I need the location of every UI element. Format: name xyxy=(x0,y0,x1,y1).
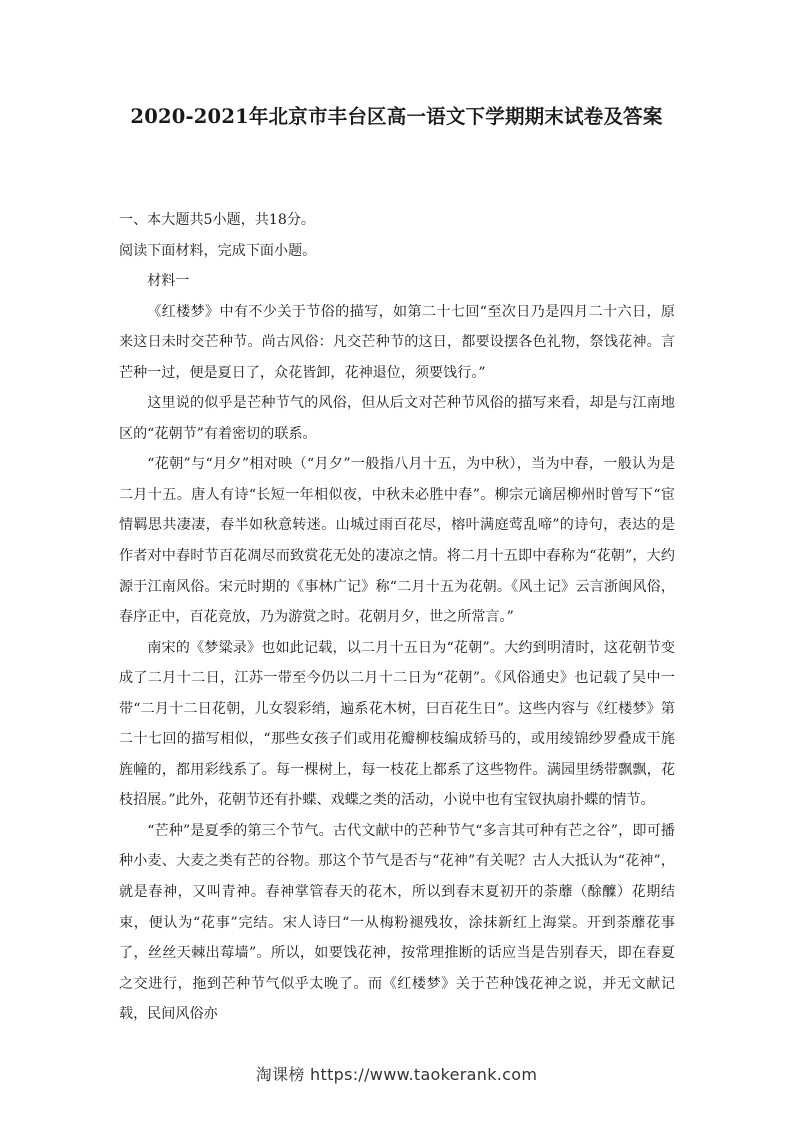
body-paragraph: “花朝”与“月夕”相对映（“月夕”一般指八月十五，为中秋），当为中春，一般认为是二月十五。唐人有诗“长短一年相似夜，中秋未必胜中春”。柳宗元谪居柳州时曾写下“宦情羁思共凄凄，春半如秋意转迷。山城过雨百花尽，榕叶满庭莺乱啼”的诗句，表达的是作者对中春时节百花凋尽而致赏花无处的凄凉之情。将二月十五即中春称为“花朝”，大约源于江南风俗。宋元时期的《事林广记》称“二月十五为花朝。《风土记》云言浙闽风俗，春序正中，百花竞放，乃为游赏之时。花朝月夕，世之所常言。” xyxy=(119,456,675,626)
page-title: 2020-2021年北京市丰台区高一语文下学期期末试卷及答案 xyxy=(130,105,663,128)
material-label: 材料一 xyxy=(147,273,190,290)
body-paragraph: 这里说的似乎是芒种节气的风俗，但从后文对芒种节风俗的描写来看，却是与江南地区的“花朝节”有着密切的联系。 xyxy=(119,395,675,442)
document-body xyxy=(119,205,675,1030)
reading-instruction: 阅读下面材料，完成下面小题。 xyxy=(119,242,317,259)
body-paragraph: “芒种”是夏季的第三个节气。古代文献中的芒种节气“多言其可种有芒之谷”，即可播种小麦、大麦之类有芒的谷物。那这个节气是否与“花神”有关呢？古人大抵认为“花神”，就是春神，又叫青神。春神掌管春天的花木，所以到春末夏初开的荼蘼（酴醾）花期结束，便认为“花事”完结。宋人诗曰“一从梅粉褪残妆，涂抹新红上海棠。开到荼蘼花事了，丝丝天棘出莓墙”。所以，如要饯花神，按常理推断的话应当是告别春天，即在春夏之交进行，拖到芒种节气似乎太晚了。而《红楼梦》关于芒种饯花神之说，并无文献记载，民间风俗亦 xyxy=(119,822,675,1023)
body-paragraph: 南宋的《梦粱录》也如此记载，以二月十五日为“花朝”。大约到明清时，这花朝节变成了二月十二日，江苏一带至今仍以二月十二日为“花朝”。《风俗通史》也记载了吴中一带“二月十二日花朝，儿女裂彩绡，遍系花木树，曰百花生日”。这些内容与《红楼梦》第二十七回的描写相似，“那些女孩子们或用花瓣柳枝编成轿马的，或用绫锦纱罗叠成干旄旌幢的，都用彩线系了。每一棵树上，每一枝花上都系了这些物件。满园里绣带飘飘，花枝招展。”此外，花朝节还有扑蝶、戏蝶之类的活动，小说中也有宝钗执扇扑蝶的情节。 xyxy=(119,639,675,809)
body-paragraph: 《红楼梦》中有不少关于节俗的描写，如第二十七回“至次日乃是四月二十六日，原来这日未时交芒种节。尚古风俗：凡交芒种节的这日，都要设摆各色礼物，祭饯花神。言芒种一过，便是夏日了，众花皆卸，花神退位，须要饯行。” xyxy=(119,303,675,381)
footer-watermark: 淘课榜 https://www.taokerank.com xyxy=(255,1065,538,1084)
section-heading: 一、本大题共5小题，共18分。 xyxy=(119,212,316,228)
